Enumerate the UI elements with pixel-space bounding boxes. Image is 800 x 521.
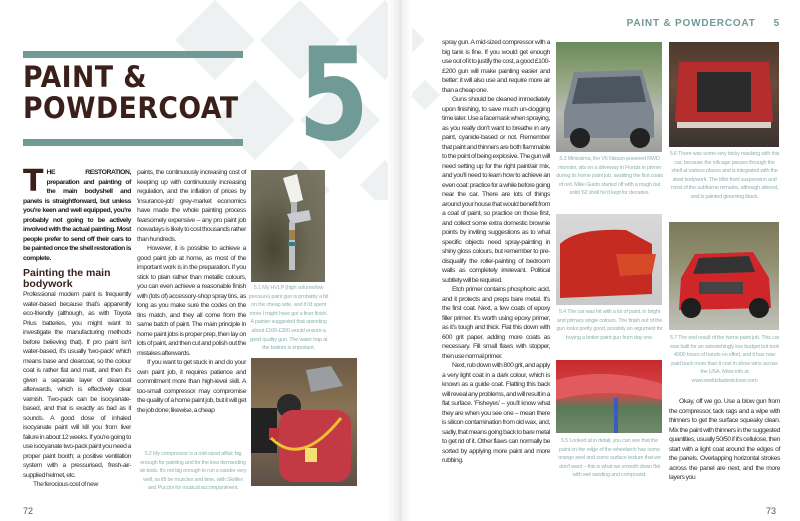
- section-heading: Painting the main bodywork: [23, 267, 111, 290]
- running-header: [600, 18, 780, 29]
- photo-5-6-masked-shell: [669, 42, 779, 147]
- text-column-2: [137, 168, 246, 415]
- caption-5-7: 5.7 The end result of the home paint job. This car was built for an astonishingly low budget but took 4000 hours of hands-on effort, and it has now paid back more than it cost in show wins across the USA. More info at www.worldsfastestclown.com: [669, 335, 780, 384]
- photo-5-7-finished-car: [669, 222, 779, 330]
- photo-spray-gun: [251, 170, 325, 282]
- caption-5-5: 5.5 Looked at in detail, you can see that the paint on the edge of the wheelarch has some orange peel and some surface texture that we don't want – this is what we smooth down flat with wet sanding and compound.: [558, 438, 661, 479]
- photo-5-4-red-car: [556, 214, 662, 305]
- caption-5-6: 5.6 There was some very tricky masking with this car, because the rollcage passes through the shell at various places and is integrated with the steel bodywork. The Mini front suspension and most of the subframe remains, although altered, and is painted gleaming black.: [669, 151, 780, 200]
- running-header-title: PAINT & POWDERCOAT: [626, 18, 756, 29]
- running-header-number: 5: [773, 18, 780, 29]
- page-number-left: 72: [23, 506, 34, 516]
- page-number-right: 73: [766, 506, 777, 516]
- chapter-title-line1: PAINT &: [23, 60, 147, 94]
- red-car-illustration: [556, 214, 662, 305]
- body-paragraph: Next, rub down with 800 grit, and apply a very light coat in a dark colour, which is known as a guide coat. Flatting this back will reveal any problems, and will result in a flat surface. 'Fisheyes' – you'll know what they are when you see one – mean there is silicon contamination from old wax, and, sadly, that means going back to bare metal to get rid of it. Other flaws can normally be sorted by applying more paint and more rubbing.: [442, 362, 550, 464]
- compressor-illustration: [251, 358, 357, 486]
- spray-gun-illustration: [251, 170, 325, 282]
- page-gutter: [388, 0, 412, 521]
- body-paragraph: Professional modern paint is frequently water-based because that's apparently eco-friendly (although, as with Toyota Prius batteries, you might want to investigate the manufacturing methods before believing that). If pro paint isn't water-based, it's usually 'two-pack' which means base and clearcoat, so the colour coat is rather flat and matt, and then it's given a separate layer of clearcoat afterwards, which is effectively clear varnish. Two-pack can be isocyanate-based, and that is exactly as bad as it sounds. A good dose of inhaled isocyanate paint will kill you from liver failure in about 12 weeks. If you're going to use isocyanate two-pack paint you need a proper paint booth; a positive ventilation system with a pressurised, fresh-air-supplied helmet, etc.: [23, 291, 131, 479]
- intro-text: HE RESTORATION, preparation and painting of the main bodyshell and panels is straightforward, but unless you're keen and well equipped, you're probably not going to be actively involved with the actual painting. Most people prefer to send off their cars to be painted once the shell restoration is complete.: [23, 169, 131, 262]
- chapter-title: [23, 62, 239, 124]
- title-rule-top: [23, 51, 243, 58]
- text-column-3: [442, 38, 550, 466]
- intro-paragraph: [23, 164, 131, 263]
- chapter-number: 5: [298, 21, 370, 170]
- caption-5-1: 5.1 My HVLP (high volume/low pressure) paint gun is probably a bit on the cheap side, and if I'd spent more I might have got a finer finish. A painter suggested that spending about £100-£200 would ensure a good quality gun. The water trap at the bottom is important.: [248, 285, 329, 352]
- text-column-1: [23, 164, 131, 490]
- masked-shell-illustration: [669, 42, 779, 147]
- text-column-4: [669, 397, 780, 483]
- body-paragraph: Etch primer contains phosphoric acid, and it protects and preps bare metal. It's the first coat. Next, a few coats of epoxy filler primer. It's worth using epoxy primer, as it's tough and thick. Flat this down with 600 grit paper, adding more coats as necessary. Fill small flaws with stopper, then use normal primer.: [442, 286, 550, 360]
- photo-compressor: [251, 358, 357, 486]
- title-rule-bottom: [23, 139, 243, 146]
- body-paragraph: If you want to get stuck in and do your own paint job, it requires patience and commitment more than high-level skill. A too-small compressor may compromise the quality of a home paint job, but it will get the job done; likewise, a cheap: [137, 359, 246, 414]
- body-paragraph: paints, the continuously increasing cost of keeping up with continuously increasing regulation, and the inflation of prices by 'insurance-job' grey-market economics have made the whole painting process fearsomely expensive – any pro paint job nowadays is likely to cost thousands rather than hundreds.: [137, 169, 246, 243]
- finished-car-illustration: [669, 222, 779, 330]
- wheelarch-illustration: [556, 360, 662, 433]
- primer-car-illustration: [556, 42, 662, 152]
- body-paragraph: Okay, off we go. Use a blow gun from the compressor, tack rags and a wipe with thinners to get the surface squeaky clean. Mix the paint with thinners in the suggested quantities, usually 50/50 if it's cellulose, then start with a light coat around the edges of the panels. Overlapping horizontal strokes across the panel are next, and the more layers you: [669, 398, 780, 481]
- body-paragraph: However, it is possible to achieve a good paint job at home, as most of the important work is in the preparation. If you stick to plain rather than metallic colours, you can even achieve a reasonable finish with (lots of) accessory-shop spray tins, as long as you make sure the codes on the tins match, and they all come from the same batch of paint. The main principle in home paint jobs is proper prep, then lay on lots of paint, and then cut and polish out the mistakes afterwards.: [137, 245, 246, 357]
- caption-5-3: 5.3 Minissima, the V6 Nissan-powered RWD monster, sits on a driveway in Florida in primer during its home paint job, awaiting the first coats of red. Mike Guido started off with a rough but solid '62 shell he'd kept for decades.: [556, 156, 663, 197]
- caption-5-4: 5.4 The car was hit with a lot of paint, in bright and primary single colours. The finish out of the gun looks pretty good, possibly an argument for buying a better paint gun from day one.: [556, 309, 663, 341]
- chapter-title-line2: POWDERCOAT: [23, 91, 239, 125]
- photo-5-3-primer-car: [556, 42, 662, 152]
- drop-cap: T: [23, 164, 44, 199]
- body-paragraph: Guns should be cleaned immediately upon finishing, to save much un-clogging time later. Use a facemask when spraying, as you really don't want to breathe in any paint, cyanide-based or not. Remember that paint and thinners are both flammable to the point of being explosive. The gun will need setting up for the right paint/air mix, and you'll need to learn how to achieve an even coat: practice for a while before going near the car. There are lots of things around your house that would benefit from a coat of paint, so practice on those first, and collect some extra domestic brownie points by inviting suggestions as to what specific objects need spray-painting in shiny gloss colours, but remember to pre-disqualify the roller-painting of bedroom walls as completely irrelevant. Political subtlety will be required.: [442, 96, 550, 284]
- body-paragraph: The ferocious cost of new: [33, 481, 98, 488]
- body-paragraph: spray gun. A mid-sized compressor with a big tank is fine. If you would get enough use out of it to justify the cost, a good £100-£200 gun will make painting easier and better: it will also use and require more air than a cheap one.: [442, 39, 550, 94]
- photo-5-5-wheelarch-detail: [556, 360, 662, 433]
- caption-5-2: 5.2 My compressor is a mid-sized affair; big enough for painting and for the less demanding air tools. It's not big enough to run a sander very well, so it'll be muscles and time, with Skrillex and Puccini for musical accompaniment.: [139, 451, 247, 492]
